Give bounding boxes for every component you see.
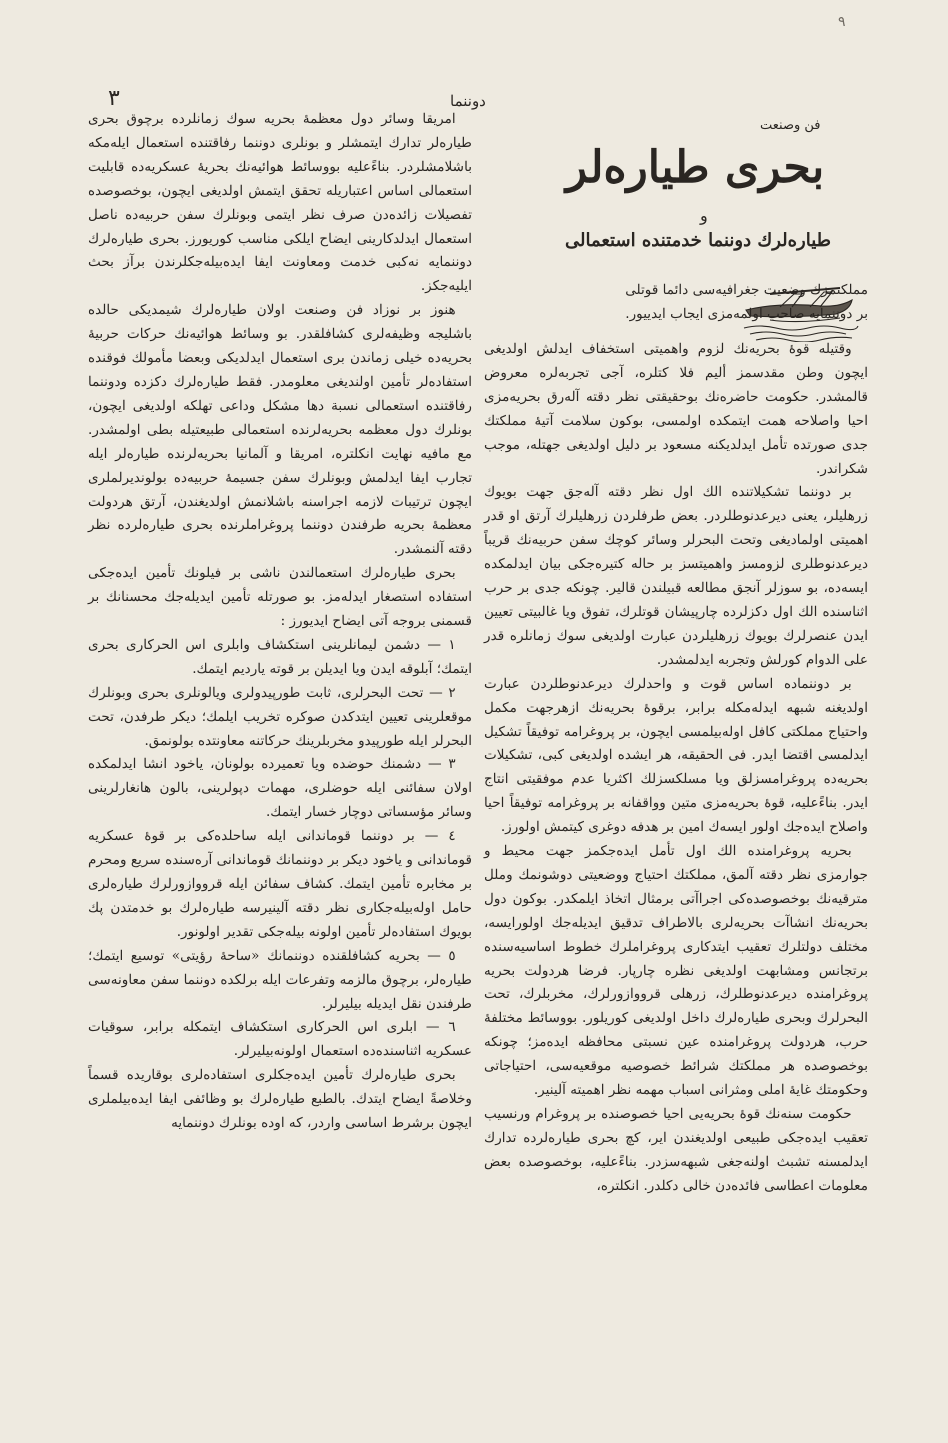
corner-mark: ٩ (838, 14, 846, 30)
left-column (88, 108, 472, 1136)
paragraph: حکومت سنه‌نك قوهٔ بحریه‌یی احیا خصوصنده بر پروغرام ورنسیب تعقیب ایده‌جکی طبیعی اولدیغندن ایر، کچ بحری طیاره‌لرده تدارك ایدلمسنه تشبث اولنه‌جغی شبهه‌سزدر. بناءًعلیه، بوخصوصده بعض معلومات اعطاسی فائده‌دن خالی دکلدر. انکلتره، (484, 1106, 868, 1194)
intro-line-2: بر دوننمایه صاحب اولمه‌مزی ایجاب ایدییور. (625, 306, 868, 322)
list-item: ٣ — دشمنك حوضده ویا تعمیرده بولونان، یاخود انشا ایدلمکده اولان سفائنی ایله حوضلری، مهمات دپولرینی، بالون هانغارلرینی وسائر مؤسساتی دوچار خسار ایتمك. (88, 756, 472, 821)
list-item: ١ — دشمن لیمانلرینی استکشاف وابلری اس الحرکاری بحری ایتمك؛ آبلوقه ایدن ویا ایدیلن بر قوته یاردیم ایتمك. (88, 636, 472, 677)
list-item: ٢ — تحت البحرلری، ثابت طورپیدولری ویالونلری بحری وبونلرك موقعلرینی تعیین ایتدکدن صوکره تخریب ایلمك؛ دیکر طرفدن، تحت البحرلر ایله طورپیدو مخربلرینك حرکاتنه معاونتده بولونمق. (88, 684, 472, 749)
article-intro (484, 278, 868, 326)
list-item: ٥ — بحریه کشافلقنده دوننمانك «ساحهٔ رؤیتی» توسیع ایتمك؛ طیاره‌لر، برچوق مالزمه وتفرعات ایله برلکده دوننما سفن معاونه‌سی طرفندن نقل ایدیله بیلیرلر. (87, 947, 472, 1012)
page-number: ٣ (108, 86, 120, 111)
paragraph: بر دوننماده اساس قوت و واحدلرك دیرعدنوطلردن عبارت اولدیغنه شبهه ایدله‌مکله برابر، برقوهٔ بحریه‌نك ازهرجهت مکمل واحتیاج مملکتی کافل اوله‌بیلمسی ایچون، بر پروغرامه توفیقاً تشکیل ایدلمسی اقتضا ایدر. فی الحقیقه، هر ایشده اولدیغی کبی، تشکیلات بحریه‌ده پروغرامسزلق ویا مسلکسزلك اکثریا عدم موفقیتی انتاج ایدر. بناءًعلیه، قوهٔ بحریه‌مزی متین وواقفانه بر پروغرامه توفیقاً احیا واصلاح ایده‌جك اولور ایسه‌ك امین بر هدفه دوغری کیتمش اولورز. (484, 675, 868, 836)
list-item: ٦ — ابلری اس الحرکاری استکشاف ایتمکله برابر، سوقیات عسکریه اثناسنده‌ده استعمال اولونه‌بیلیرلر. (88, 1019, 472, 1060)
title-conjunction: و (700, 206, 708, 225)
right-column (484, 338, 868, 1199)
paragraph: هنوز بر نوزاد فن وصنعت اولان طیاره‌لرك شیمدیکی حالده باشلیجه وظیفه‌لری کشافلقدر. بو وسائط هوائیه‌نك حرکات حربیهٔ بحریه‌ده خیلی زماندن بری استعمال ایدلدیکی وبعضا مأمولك فوقنده استفاده‌لر تأمین اولندیغی معلومدر. فقط طیاره‌لرك دکزده ودوننما رفاقتنده استعمالی نسبة دها مشکل وداعی تهلکه اولدیغی ایچون، بونلرك دول معظمه بحریه‌لرنده استعمالی طبیعتیله بطی اولمشدر. مع مافیه نهایت انکلتره، امریقا و آلمانیا بحریه‌لرنده طیاره‌لر ایله تجارب ایفا ایدلمش وبونلرك سفن جسیمهٔ حربیه‌ده بولوندیرلملری ایچون ترتیبات لازمه اجراسنه باشلانمش اولدیغندن، آرتق هردولت معظمهٔ بحریه طرفندن دوننما پروغراملرنده بحری طیاره‌لرده نظر دقته آلنمشدر. (88, 302, 472, 558)
paragraph: امریقا وسائر دول معظمهٔ بحریه سوك زمانلرده برچوق بحری طیاره‌لر تدارك ایتمشلر و بونلری دوننما رفاقتنده استعمال ایله‌مکه باشلامشلردر. بناءًعلیه بووسائط هوائیه‌نك بحریهٔ عسکریه‌ده قابلیت استعمالی اساس اعتباریله تحقق ایتمش اولدیغی ایچون، بوخصوصده تفصیلات زائده‌دن صرف نظر ایتمی وبونلرك سفن حربیه‌ده ناصل استعمال ایدلدکارینی ایضاح ایلکی مناسب کوریورز. بحری طیاره‌لرك دوننمایه نه‌کبی خدمت ومعاونت ایفا ایده‌بیله‌جکلرندن برآز بحث ایلیه‌جکز. (88, 111, 472, 295)
paragraph: بحریه پروغرامنده الك اول تأمل ایده‌جکمز جهت محیط و جوارمزی نظر دقته آلمق، مملکتك احتیاج ووضعیتی دوشونمك وملل مترقیه‌نك بوخصوصده‌کی اجراآتی برمثال اتخاذ ایلمکدر. بوکون دول بحریه‌نك انشاآت بحریه‌لری بالاطراف تدقیق ایدیله‌جك اولورایسه، مختلف دولتلرك تعقیب ایتدکاری پروغراملرك خطوط اساسیه‌سنده برتجانس ومشابهت اولدیغی نظره چارپار. فرضا هردولت بحریه پروغرامنده دیرعدنوطلرك، زرهلی قرووازورلرك، مخربلرك، تحت البحرلرك وبحری طیاره‌لرك داخل اولدیغی کوریلور. بووسائط مختلفهٔ حرب، هردولت پروغرامنده عین نسبتی محافظه ایده‌مز؛ چونکه بوخصوصده هر مملکتك شرائط خصوصیه موقعیه‌سی، احتیاجاتی وحکومتك غایهٔ املی ومثرانی اسباب مهمه نظر اهمیته آلینیر. (484, 843, 868, 1099)
running-head: دوننما (450, 92, 486, 110)
article-subtitle: طیاره‌لرك دوننما خدمتنده استعمالی (565, 230, 831, 251)
article-title: بحری طیاره‌لر (565, 142, 825, 193)
paragraph: بحری طیاره‌لرك تأمین ایده‌جکلری استفاده‌لری بوقاریده قسماً وخلاصةً ایضاح ایتدك. بالطبع طیاره‌لرك بو وظائفی ایفا ایده‌بیلملری ایچون برشرط اساسی واردر، که اوده بونلرك دوننمایه (88, 1067, 472, 1132)
intro-line-1: مملکتمزك وضعیت جغرافیه‌سی دائما قوتلی (625, 282, 868, 298)
list-item: ٤ — بر دوننما قوماندانی ایله ساحلده‌کی بر قوهٔ عسکریه قوماندانی و یاخود دیکر بر دوننمانك قوماندانی آره‌سنده سریع ومحرم بر مخابره تأمین ایتمك. کشاف سفائن ایله قرووازورلرك طیاره‌لری حامل اوله‌بیله‌جکاری نظر دقته آلینیرسه طیاره‌لرك بو خدمتدن پك بویوك استفاده‌لر تأمین اولونه بیله‌جکی تقدیر اولونور. (88, 828, 472, 940)
paragraph: بحری طیاره‌لرك استعمالندن ناشی بر فیلونك تأمین ایده‌جکی استفاده استصغار ایدله‌مز. بو صورتله تأمین ایدیله‌جك محسنانك بر قسمنی بروجه آتی ایضاح ایدیورز : (88, 565, 472, 630)
paragraph: وقتیله قوهٔ بحریه‌نك لزوم واهمیتی استخفاف ایدلش اولدیغی ایچون وطن مقدسمز ألیم فلا کتلره، آجی تجربه‌لره معروض قالمشدر. حکومت حاضره‌نك بوحقیقتی نظر دقته آله‌رق بحریه‌مزی احیا واصلاحه همت ایتمکده اولمسی، بوکون سلامت آتیهٔ مملکتك جدی صورتده تأمل ایدلدیکنه مسعود بر دلیل اولدیغی جهتله، موجب شکراندر. (484, 341, 868, 477)
paragraph: بر دوننما تشکیلاتنده الك اول نظر دقته آله‌جق جهت بویوك زرهلیلر، یعنی دیرعدنوطلردر. بعض طرفلردن زرهلیلرك آرتق او قدر اهمیتی اولمادیغی وتحت البحرلر وسائر کوچك سفن حربیه‌نك قریباً دیرعدنوطلری لزومسز واهمیتسز بر حاله کتیره‌جکی بیان ایدلمکده ایسه‌ده، بو سوزلر آنجق مطالعه قبیلندن قالیر. چونکه جدی بر حرب اثناسنده الك اول دکزلرده چارپیشان قوتلرك، تفوق ویا غالبیتی تعیین ایدن عنصرلرك بویوك زرهلیلردن عبارت اولدیغی سوك زمانلره قدر علی الدوام کورلش وتجربه ایدلمشدر. (484, 484, 868, 668)
section-label: فن وصنعت (760, 118, 821, 133)
